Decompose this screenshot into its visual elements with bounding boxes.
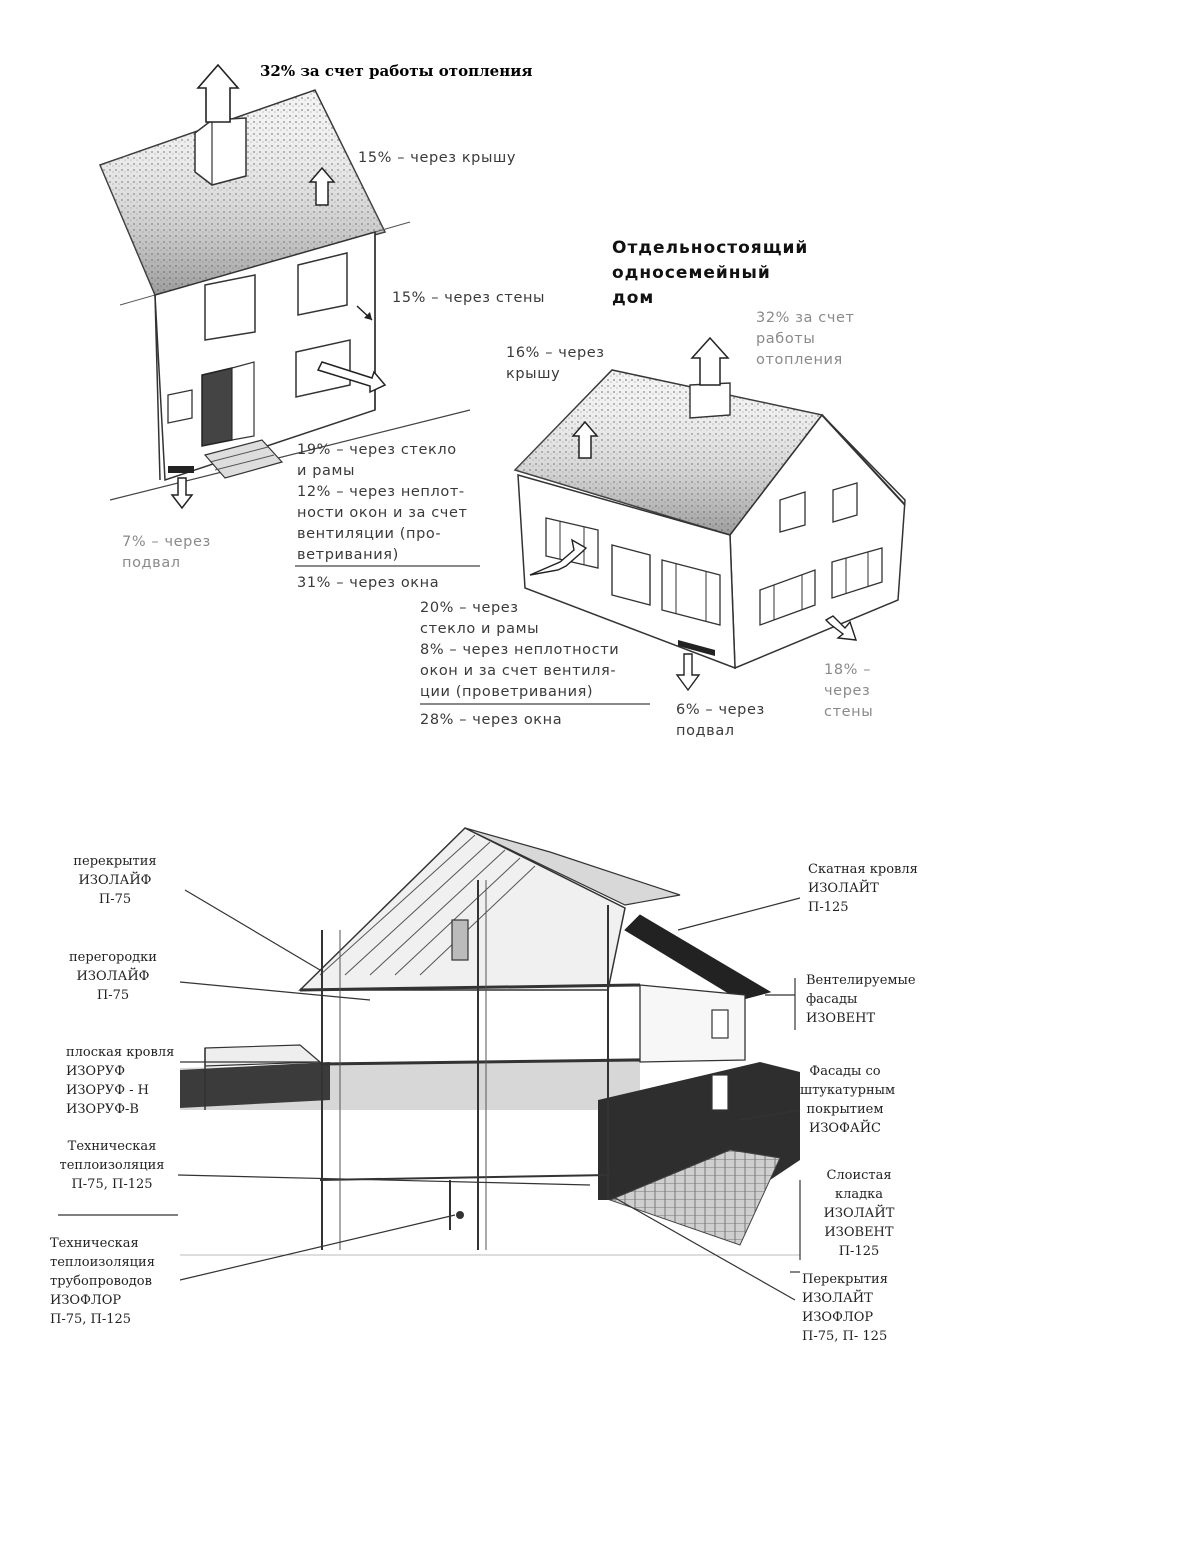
d2-heating-label: 32% за счет работы отопления — [756, 310, 855, 368]
d1-glass-label: 19% – через стекло и рамы — [297, 442, 457, 479]
d1-basement-label: 7% – через подвал — [122, 534, 211, 571]
d1-roof-label: 15% – через крышу — [358, 150, 517, 166]
d2-basement-label: 6% – через подвал — [676, 702, 765, 739]
house-single-family — [515, 338, 905, 690]
d3-plaster-facades-label: Фасады со штукатурным покрытием ИЗОФАЙС — [800, 1064, 896, 1136]
d1-walls-label: 15% – через стены — [392, 290, 546, 306]
d3-floors-right-label: Перекрытия ИЗОЛАЙТ ИЗОФЛОР П-75, П- 125 — [802, 1272, 888, 1344]
d2-heading: Отдельностоящий односемейный дом — [612, 238, 809, 308]
arrow-down-basement — [172, 478, 192, 508]
d3-ventilated-facades-label: Вентелируемые фасады ИЗОВЕНТ — [806, 973, 916, 1026]
d3-flat-roof-label: плоская кровля ИЗОРУФ ИЗОРУФ - Н ИЗОРУФ-В — [66, 1045, 175, 1117]
d2-walls-label: 18% – через стены — [824, 662, 874, 720]
d2-glass-label: 20% – через стекло и рамы — [420, 600, 540, 637]
d3-layered-masonry-label: Слоистая кладка ИЗОЛАЙТ ИЗОВЕНТ П-125 — [823, 1168, 895, 1259]
d3-tech-insulation-label: Техническая теплоизоляция П-75, П-125 — [59, 1139, 165, 1192]
d2-leaks-label: 8% – через неплотности окон и за счет вентиля- ции (проветривания) — [420, 642, 620, 700]
arrow-up-chimney — [198, 65, 238, 122]
d2-windows-total-label: 28% – через окна — [420, 712, 563, 728]
d1-leaks-label: 12% – через неплот- ности окон и за счет вентиляции (про- ветривания) — [297, 484, 468, 563]
d2-roof-label: 16% – через крышу — [506, 345, 605, 382]
d3-pipe-insulation-label: Техническая теплоизоляция трубопроводов ИЗОФЛОР П-75, П-125 — [50, 1236, 155, 1327]
d1-heating-title: 32% за счет работы отопления — [260, 62, 533, 80]
d3-partitions-label: перегородки ИЗОЛАЙФ П-75 — [69, 950, 157, 1003]
cutaway-building — [180, 828, 800, 1255]
d3-pitched-roof-label: Скатная кровля ИЗОЛАЙТ П-125 — [808, 862, 918, 915]
d1-windows-total-label: 31% – через окна — [297, 575, 440, 591]
d3-floors-left-label: перекрытия ИЗОЛАЙФ П-75 — [73, 854, 157, 907]
